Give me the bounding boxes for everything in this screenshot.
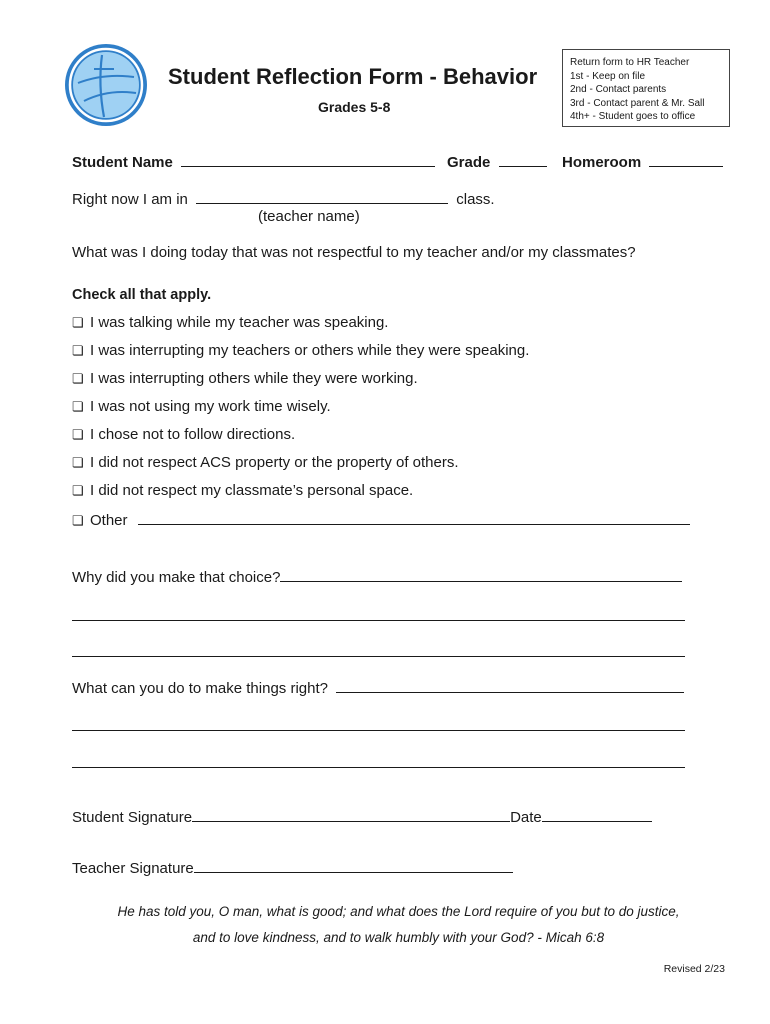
teacher-name-caption: (teacher name) — [258, 208, 360, 225]
question-why: Why did you make that choice? — [72, 569, 281, 586]
checklist-heading: Check all that apply. — [72, 287, 212, 303]
homeroom-label: Homeroom — [562, 154, 642, 171]
student-name-label: Student Name — [72, 154, 173, 171]
checkbox-icon[interactable]: ❏ — [72, 315, 84, 330]
return-line: 1st - Keep on file — [570, 70, 646, 82]
teacher-signature-field[interactable] — [194, 858, 513, 873]
form-title: Student Reflection Form - Behavior — [168, 64, 538, 89]
checklist-item-label: I was not using my work time wisely. — [90, 398, 331, 415]
class-label: class. — [456, 191, 495, 208]
student-name-row — [72, 152, 435, 171]
checklist-item[interactable] — [72, 398, 331, 415]
checklist-item[interactable] — [72, 482, 413, 499]
return-line: 3rd - Contact parent & Mr. Sall — [570, 97, 705, 109]
grade-field[interactable] — [499, 152, 547, 167]
checkbox-icon[interactable]: ❏ — [72, 427, 84, 442]
right-now-label: Right now I am in — [72, 191, 188, 208]
student-signature-label: Student Signature — [72, 809, 193, 826]
checklist-item[interactable] — [72, 426, 295, 443]
fix-answer-field[interactable] — [336, 678, 684, 693]
revision-date: Revised 2/23 — [663, 963, 725, 975]
question-fix-row — [72, 678, 684, 697]
checkbox-icon[interactable]: ❏ — [72, 513, 84, 528]
return-line: Return form to HR Teacher — [570, 57, 690, 68]
teacher-name-field[interactable] — [196, 189, 448, 204]
return-instructions-box — [562, 49, 730, 127]
teacher-signature-row — [72, 858, 513, 877]
student-signature-field[interactable] — [192, 807, 510, 822]
checklist-item-label: I was interrupting others while they were working. — [90, 370, 418, 387]
return-line: 2nd - Contact parents — [570, 84, 667, 96]
checklist-item[interactable] — [72, 314, 388, 331]
why-answer-field[interactable] — [280, 567, 682, 582]
fix-answer-line[interactable] — [72, 767, 685, 768]
why-answer-line[interactable] — [72, 656, 685, 657]
class-row — [72, 189, 495, 208]
fix-answer-line[interactable] — [72, 730, 685, 731]
checkbox-icon[interactable]: ❏ — [72, 483, 84, 498]
question-disrespect: What was I doing today that was not respectful to my teacher and/or my classmates? — [72, 244, 636, 261]
teacher-signature-label: Teacher Signature — [72, 860, 194, 877]
checkbox-icon[interactable]: ❏ — [72, 399, 84, 414]
question-why-row — [72, 567, 682, 586]
checklist-item-label: I chose not to follow directions. — [90, 426, 296, 443]
return-line: 4th+ - Student goes to office — [570, 111, 696, 123]
checklist-item-label: Other — [90, 512, 128, 529]
student-name-field[interactable] — [181, 152, 435, 167]
other-field[interactable] — [138, 510, 690, 525]
checklist-item[interactable] — [72, 454, 459, 471]
question-fix: What can you do to make things right? — [72, 680, 328, 697]
checklist-item-label: I did not respect my classmate’s personal space. — [90, 482, 414, 499]
checkbox-icon[interactable]: ❏ — [72, 371, 84, 386]
scripture-quote-line1: He has told you, O man, what is good; and what does the Lord require of you but to do justice, — [117, 904, 680, 919]
homeroom-row — [562, 152, 723, 171]
checklist-item[interactable] — [72, 370, 418, 387]
grade-label: Grade — [447, 154, 491, 171]
date-label: Date — [510, 809, 542, 826]
homeroom-field[interactable] — [649, 152, 723, 167]
checklist-item-label: I was talking while my teacher was speaking. — [90, 314, 389, 331]
date-field[interactable] — [542, 807, 652, 822]
why-answer-line[interactable] — [72, 620, 685, 621]
form-subtitle: Grades 5-8 — [318, 99, 391, 115]
checklist-item[interactable] — [72, 342, 529, 359]
school-logo-icon — [64, 43, 148, 127]
student-signature-row — [72, 807, 652, 826]
scripture-quote-line2: and to love kindness, and to walk humbly with your God? - Micah 6:8 — [192, 930, 605, 945]
checkbox-icon[interactable]: ❏ — [72, 343, 84, 358]
checklist-item-label: I did not respect ACS property or the property of others. — [90, 454, 459, 471]
grade-row — [447, 152, 547, 171]
checklist-item-other[interactable] — [72, 510, 690, 529]
checkbox-icon[interactable]: ❏ — [72, 455, 84, 470]
checklist-item-label: I was interrupting my teachers or others while they were speaking. — [90, 342, 530, 359]
